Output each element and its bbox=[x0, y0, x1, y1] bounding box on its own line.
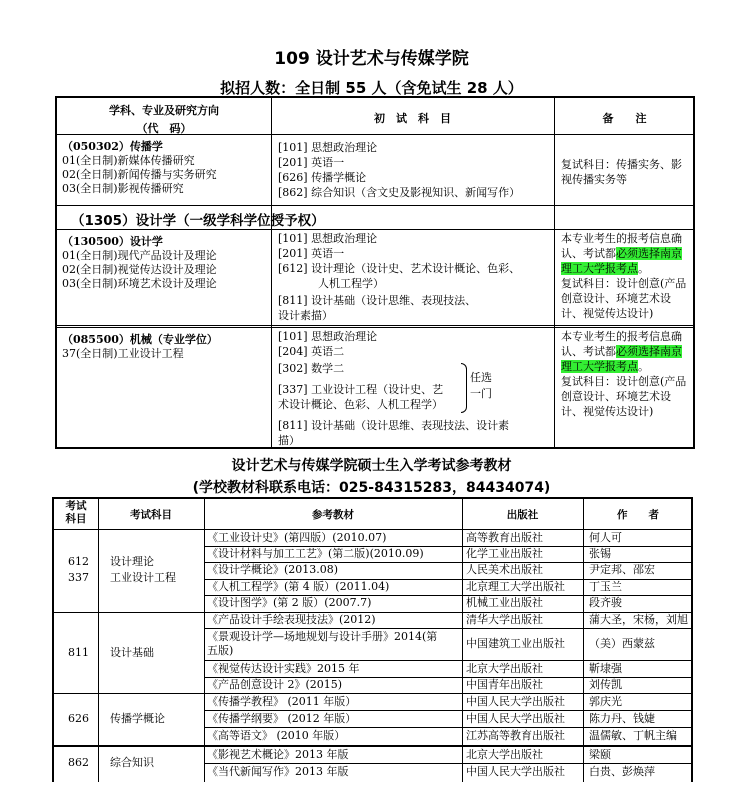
header-exam-code: 考试 科目 bbox=[65, 500, 87, 525]
book-title: 《视觉传达设计实践》2015 年 bbox=[207, 662, 360, 675]
row-divider bbox=[204, 727, 691, 728]
book-publisher: 清华大学出版社 bbox=[466, 613, 543, 626]
subjects-050302: [101] 思想政治理论 [201] 英语一 [626] 传播学概论 [862] 综合知识（含文史及影视知识、新闻写作） bbox=[278, 141, 521, 199]
header-direction: 学科、专业及研究方向 （代 码） bbox=[109, 104, 219, 135]
enrollment-summary: 拟招人数：全日制 55 人（含免试生 28 人） bbox=[220, 79, 523, 97]
book-author: 张锡 bbox=[589, 547, 611, 560]
notes-085500: 本专业考生的报考信息确 认、考试都必须选择南京 理工大学报考点。 复试科目：设计创意(产品 创意设计、环境艺术设 计、视觉传达设计) bbox=[561, 330, 687, 418]
column-divider bbox=[554, 98, 555, 449]
column-divider bbox=[98, 499, 99, 782]
book-publisher: 中国青年出版社 bbox=[466, 678, 543, 691]
book-publisher: 中国人民大学出版社 bbox=[466, 765, 565, 778]
notes-050302: 复试科目：传播实务、影 视传播实务等 bbox=[561, 158, 682, 186]
header-author: 作 者 bbox=[617, 509, 659, 521]
reference-books-table bbox=[52, 497, 693, 782]
book-author: （美）西蒙兹 bbox=[589, 637, 655, 650]
page-title: 109 设计艺术与传媒学院 bbox=[274, 49, 469, 69]
books-contact: (学校教材科联系电话：025-84315283，84434074) bbox=[192, 480, 551, 496]
book-publisher: 高等教育出版社 bbox=[466, 531, 543, 544]
row-divider bbox=[57, 205, 693, 206]
book-author: 蒲大圣，宋杨，刘旭 bbox=[589, 613, 688, 626]
book-author: 白贵、彭焕萍 bbox=[589, 765, 655, 778]
book-author: 何人可 bbox=[589, 531, 622, 544]
book-author: 丁玉兰 bbox=[589, 580, 622, 593]
program-085500: （085500）机械（专业学位） 37(全日制)工业设计工程 bbox=[62, 333, 218, 360]
book-title: 《景观设计学—场地规划与设计手册》2014(第 五版) bbox=[207, 630, 438, 657]
book-publisher: 北京大学出版社 bbox=[466, 748, 543, 761]
exam-code-626: 626 bbox=[68, 712, 89, 725]
book-title: 《当代新闻写作》2013 年版 bbox=[207, 765, 349, 778]
book-title: 《工业设计史》(第四版）(2010.07) bbox=[207, 531, 387, 544]
book-title: 《传播学教程》 (2011 年版） bbox=[207, 695, 357, 708]
book-author: 温儒敏、丁帆主编 bbox=[589, 729, 677, 742]
row-divider bbox=[57, 325, 693, 328]
book-publisher: 北京大学出版社 bbox=[466, 662, 543, 675]
book-author: 梁颐 bbox=[589, 748, 611, 761]
row-divider bbox=[54, 693, 691, 694]
row-divider bbox=[204, 710, 691, 711]
book-author: 刘传凯 bbox=[589, 678, 622, 691]
column-divider bbox=[462, 499, 463, 782]
subjects-085500: [101] 思想政治理论 [204] 英语二 [302] 数学二 [337] 工业设计工程（设计史、艺 术设计概论、色彩、人机工程学） [811] 设计基础（设计思维、表现技法、设计素 描） bbox=[278, 330, 510, 447]
book-title: 《高等语文》 (2010 年版） bbox=[207, 729, 346, 742]
book-title: 《设计学概论》(2013.08) bbox=[207, 563, 339, 576]
book-author: 段齐骏 bbox=[589, 596, 622, 609]
book-author: 靳埭强 bbox=[589, 662, 622, 675]
book-publisher: 江苏高等教育出版社 bbox=[466, 729, 565, 742]
row-divider bbox=[204, 660, 691, 661]
book-publisher: 北京理工大学出版社 bbox=[466, 580, 565, 593]
row-divider bbox=[204, 763, 691, 764]
book-title: 《影视艺术概论》2013 年版 bbox=[207, 748, 349, 761]
exam-subject-design-theory: 设计理论 工业设计工程 bbox=[110, 555, 176, 584]
row-divider bbox=[204, 628, 691, 629]
book-title: 《产品设计手绘表现技法》(2012) bbox=[207, 613, 376, 626]
notes-130500: 本专业考生的报考信息确 认、考试都必须选择南京 理工大学报考点。 复试科目：设计创意(产品 创意设计、环境艺术设 计、视觉传达设计) bbox=[561, 232, 687, 320]
choice-brace bbox=[461, 363, 467, 413]
header-reference-book: 参考教材 bbox=[312, 509, 354, 521]
book-title: 《传播学纲要》 (2012 年版） bbox=[207, 712, 357, 725]
header-exam-subject: 考试科目 bbox=[130, 509, 172, 521]
exam-codes-612-337: 612 337 bbox=[68, 555, 89, 584]
book-publisher: 人民美术出版社 bbox=[466, 563, 543, 576]
book-title: 《人机工程学》(第 4 版）(2011.04) bbox=[207, 580, 390, 593]
books-title: 设计艺术与传媒学院硕士生入学考试参考教材 bbox=[231, 458, 512, 474]
header-subjects: 初 试 科 目 bbox=[374, 112, 451, 125]
book-author: 郭庆光 bbox=[589, 695, 622, 708]
program-050302: （050302）传播学 01(全日制)新媒体传播研究 02(全日制)新闻传播与实务研究 03(全日制)影视传播研究 bbox=[62, 140, 217, 195]
section-1305: （1305）设计学（一级学科学位授予权） bbox=[71, 213, 325, 229]
book-title: 《产品创意设计 2》(2015) bbox=[207, 678, 343, 691]
book-author: 陈力丹、钱婕 bbox=[589, 712, 655, 725]
book-publisher: 化学工业出版社 bbox=[466, 547, 543, 560]
book-author: 尹定邦、邵宏 bbox=[589, 563, 655, 576]
row-divider bbox=[57, 229, 693, 230]
exam-subject-general-knowledge: 综合知识 bbox=[110, 756, 154, 769]
header-notes: 备 注 bbox=[602, 112, 647, 125]
column-divider bbox=[583, 499, 584, 782]
row-divider bbox=[54, 529, 691, 530]
program-130500: （130500）设计学 01(全日制)现代产品设计及理论 02(全日制)视觉传达设计及理论 03(全日制)环境艺术设计及理论 bbox=[62, 235, 217, 290]
exam-code-862: 862 bbox=[68, 756, 89, 769]
subjects-130500: [101] 思想政治理论 [201] 英语一 [612] 设计理论（设计史、艺术设计概论、色彩、 人机工程学） [811] 设计基础（设计思维、表现技法、 设计素描） bbox=[278, 232, 521, 322]
program-table bbox=[55, 96, 695, 449]
book-publisher: 中国人民大学出版社 bbox=[466, 712, 565, 725]
book-publisher: 中国建筑工业出版社 bbox=[466, 637, 565, 650]
header-publisher: 出版社 bbox=[506, 509, 539, 521]
book-title: 《设计图学》(第 2 版）(2007.7) bbox=[207, 596, 372, 609]
book-publisher: 机械工业出版社 bbox=[466, 596, 543, 609]
choice-label: 任选 一门 bbox=[470, 371, 492, 400]
column-divider bbox=[204, 499, 205, 782]
column-divider bbox=[271, 98, 272, 449]
exam-subject-communication: 传播学概论 bbox=[110, 712, 165, 725]
exam-subject-design-basics: 设计基础 bbox=[110, 646, 154, 659]
book-publisher: 中国人民大学出版社 bbox=[466, 695, 565, 708]
book-title: 《设计材料与加工工艺》(第二版)(2010.09) bbox=[207, 547, 424, 560]
exam-code-811: 811 bbox=[68, 646, 89, 659]
row-divider bbox=[52, 745, 693, 747]
